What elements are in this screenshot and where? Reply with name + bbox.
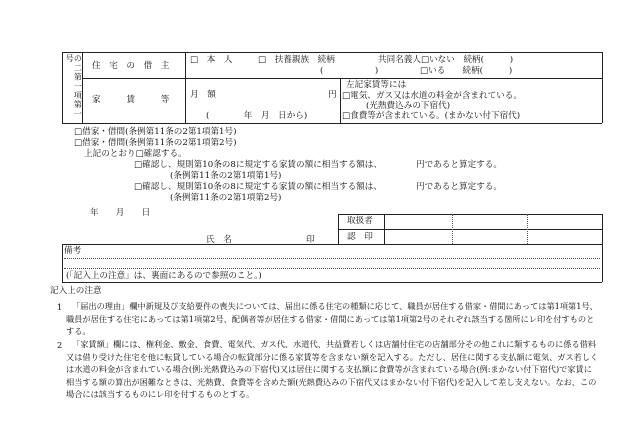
note-2-text: 「家賃額」欄には、権利金、敷金、食費、電気代、ガス代、水道代、共益費若しくは店舗付住宅の店舗部分その他これに類するものに係る借料又は借り受けた住宅を他に転貸している場合の転貸部分に係る家賃等を含まない額を記入する。ただし、居住に関する支払額に電気、ガス若しくは水道の料金が含まれている場合(例:光熱費込みの下宿代)又は居住に関する支払額に食費等が含まれている場合(例:まかない付下宿代)で家賃に相当する額の算出が困難なときは、光熱費、食費等を含めた額(光熱費込みの下宿代又はまかない付下宿代)を記入して差し支えない。なお、この場合には該当するものにレ印を付するものとする。 — [66, 339, 599, 400]
utilities-included-checkbox[interactable]: □電気、ガス又は水道の料金が含まれている。 — [342, 91, 522, 101]
handler-box-right — [602, 214, 603, 244]
handler-box-top — [338, 214, 602, 215]
rent-label: 家 賃 等 — [92, 95, 170, 105]
remarks-line — [64, 268, 600, 269]
date-field[interactable]: 年 月 日 — [90, 208, 151, 218]
handler-box-left — [338, 214, 339, 244]
remarks-left-border — [62, 244, 63, 282]
table-top-border — [62, 52, 602, 53]
dependent-relation-field[interactable]: ( ) — [320, 66, 379, 76]
approval-label: 認 印 — [347, 232, 373, 242]
confirm-checkbox[interactable]: 上記のとおり□確認する。 — [84, 149, 187, 159]
remarks-bottom-border — [62, 282, 602, 283]
calc-item2-ref: (条例第11条の2第1項第2号) — [170, 193, 282, 203]
borrower-label: 住 宅 の 借 主 — [92, 61, 170, 71]
remarks-right-border — [602, 244, 603, 282]
remarks-footer: (「記入上の注意」は、裏面にあるので参照のこと。) — [66, 271, 262, 281]
label-divider — [185, 52, 186, 123]
row-divider — [82, 78, 602, 79]
note-1-number: 1 — [57, 302, 63, 312]
check-rental-item1[interactable]: □借家・借間(条例第11条の2第1項第1号) — [74, 127, 237, 137]
calc-item2-checkbox[interactable]: □確認し、規則第10条の8に規定する家賃の額に相当する額は、 — [134, 182, 382, 192]
notes-title: 記入上の注意 — [50, 286, 102, 296]
table-left-border — [62, 52, 63, 123]
seal-mark: 印 — [306, 235, 315, 245]
calc-item1-ref: (条例第11条の2第1項第1号) — [170, 171, 282, 181]
rent-includes-heading: 左記家賃等には — [346, 80, 407, 90]
remarks-top-border — [62, 244, 602, 245]
start-date-field[interactable]: ( 年 月 日から) — [206, 111, 308, 121]
handler-box-mid — [338, 229, 602, 230]
calc-item2-yen: 円であると算定する。 — [416, 182, 502, 192]
calc-item1-yen: 円であると算定する。 — [416, 160, 502, 170]
yen-unit: 円 — [328, 90, 337, 100]
co-owner-none-checkbox[interactable]: 共同名義人□いない 続柄( ) — [378, 55, 514, 65]
note-2-number: 2 — [57, 340, 63, 350]
note-1-text: 「届出の理由」欄中新規及び支給要件の喪失については、届出に係る住宅の種類に応じて、職員が居住する借家・借間にあっては第1項第1号、職員が居住する住宅にあっては第1項第2号、配偶者等が居住する借家・借間にあっては第1項第2号のそれぞれ該当する箇所にレ印を付すものとする。 — [66, 301, 598, 337]
monthly-amount-label: 月 額 — [190, 90, 216, 100]
handler-cell-divider — [452, 214, 453, 244]
name-label: 氏 名 — [206, 235, 232, 245]
table-right-border — [602, 52, 603, 123]
check-rental-item2[interactable]: □借家・借間(条例第11条の2第1項第2号) — [74, 138, 237, 148]
side-label: の二第一項第一号 — [65, 54, 84, 119]
content-divider — [340, 78, 341, 123]
borrower-dependent-checkbox[interactable]: □ 扶養親族 続柄 — [258, 55, 335, 65]
calc-item1-checkbox[interactable]: □確認し、規則第10条の8に規定する家賃の額に相当する額は、 — [134, 160, 382, 170]
meals-included-checkbox[interactable]: □食費等が含まれている。(まかない付下宿代) — [342, 111, 521, 121]
remarks-line — [64, 258, 600, 259]
handler-cell-divider — [527, 214, 528, 244]
utilities-example: (光熱費込みの下宿代) — [366, 101, 451, 111]
handler-label: 取扱者 — [347, 216, 373, 226]
remarks-label: 備考 — [64, 246, 82, 256]
borrower-self-checkbox[interactable]: □ 本 人 — [190, 55, 233, 65]
handler-label-divider — [384, 214, 385, 244]
table-bottom-border — [62, 123, 602, 124]
co-owner-exists-checkbox[interactable]: □いる 続柄( ) — [420, 66, 513, 76]
